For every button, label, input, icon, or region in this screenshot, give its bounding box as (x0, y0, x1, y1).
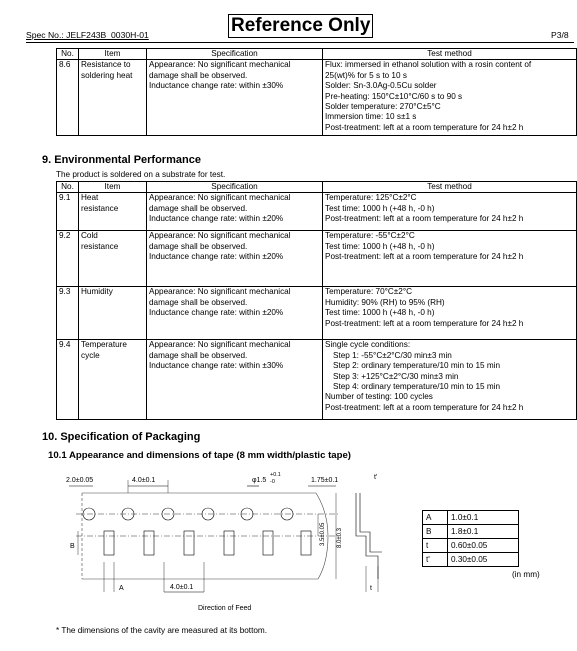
row-spec: Appearance: No significant mechanical damage shall be observed. Inductance change rate: within ±30% (147, 60, 323, 136)
label-hole-diameter: φ1.5 (252, 477, 267, 484)
label-hole-tol-minus: -0 (270, 479, 275, 485)
units-note: (in mm) (512, 570, 540, 579)
label-b: B (70, 543, 75, 550)
reference-only-stamp: Reference Only (228, 14, 373, 38)
label-a: A (119, 585, 124, 592)
dim-symbol: t' (423, 553, 448, 567)
label-t: t (370, 585, 372, 592)
row-no: 8.6 (57, 60, 79, 136)
row-no: 9.2 (57, 231, 79, 287)
row-test: Temperature: -55°C±2°C Test time: 1000 h (+48 h, -0 h) Post-treatment: left at a room temperature for 24 h±2 h (323, 231, 577, 287)
table-row (423, 511, 519, 525)
table-row (57, 231, 577, 287)
row-spec: Appearance: No significant mechanical damage shall be observed. Inductance change rate: within ±20% (147, 231, 323, 287)
dim-symbol: t (423, 539, 448, 553)
test-table-9 (56, 181, 577, 420)
table-row (423, 525, 519, 539)
dim-value: 0.60±0.05 (448, 539, 519, 553)
section-10-1-title: 10.1 Appearance and dimensions of tape (8 mm width/plastic tape) (48, 450, 351, 461)
row-spec: Appearance: No significant mechanical damage shall be observed. Inductance change rate: within ±30% (147, 340, 323, 420)
row-item: Humidity (79, 287, 147, 340)
spec-number: Spec No.: JELF243B_0030H-01 (26, 30, 149, 40)
label-hole-tol-plus: +0.1 (270, 472, 281, 478)
label-direction: Direction of Feed (198, 605, 252, 612)
section-9-note: The product is soldered on a substrate for test. (56, 170, 226, 179)
row-spec: Appearance: No significant mechanical damage shall be observed. Inductance change rate: within ±20% (147, 287, 323, 340)
row-item: Temperature cycle (79, 340, 147, 420)
footnote: * The dimensions of the cavity are measured at its bottom. (56, 626, 268, 635)
label-sprocket-pitch: 4.0±0.1 (132, 477, 156, 484)
row-spec: Appearance: No significant mechanical damage shall be observed. Inductance change rate: within ±20% (147, 193, 323, 231)
row-no: 9.4 (57, 340, 79, 420)
test-table-8 (56, 48, 577, 136)
table-row (57, 60, 577, 136)
col-no-header: No. (57, 182, 79, 193)
label-cavity-pitch: 4.0±0.1 (170, 584, 194, 591)
page-number: P3/8 (551, 30, 569, 40)
row-item: Heat resistance (79, 193, 147, 231)
cavities (104, 531, 311, 555)
table-row (57, 287, 577, 340)
col-item-header: Item (79, 49, 147, 60)
label-t-prime: t' (374, 474, 378, 481)
row-test: Single cycle conditions: Step 1: -55°C±2°C/30 min±3 min Step 2: ordinary temperature/10 min to 15 min Step 3: +125°C±2°C/30 min±3 min Step 4: ordinary temperature/10 min to 15 min Number of testing: 100 cycles Post-treatment: left at a room temperature for 24 h±2 h (323, 340, 577, 420)
section-9-title: 9. Environmental Performance (42, 154, 201, 166)
col-test-header: Test method (323, 49, 577, 60)
col-no-header: No. (57, 49, 79, 60)
section-10-title: 10. Specification of Packaging (42, 431, 201, 443)
row-test: Flux: immersed in ethanol solution with a rosin content of 25(wt)% for 5 s to 10 s Solder: Sn-3.0Ag-0.5Cu solder Pre-heating: 150°C±10°C/60 s to 90 s Solder temperature: 270°C±5°C Immersion time: 10 s±1 s Post-treatment: left at a room temperature for 24 h±2 h (323, 60, 577, 136)
col-item-header: Item (79, 182, 147, 193)
header-rule (26, 42, 574, 43)
dimensions-table (422, 510, 519, 567)
dim-value: 1.0±0.1 (448, 511, 519, 525)
row-test: Temperature: 125°C±2°C Test time: 1000 h (+48 h, -0 h) Post-treatment: left at a room temperature for 24 h±2 h (323, 193, 577, 231)
col-spec-header: Specification (147, 182, 323, 193)
row-no: 9.3 (57, 287, 79, 340)
row-item: Cold resistance (79, 231, 147, 287)
dim-value: 1.8±0.1 (448, 525, 519, 539)
col-spec-header: Specification (147, 49, 323, 60)
label-edge-distance: 1.75±0.1 (311, 477, 339, 484)
col-test-header: Test method (323, 182, 577, 193)
table-header-row (57, 49, 577, 60)
label-dim-35: 3.5±0.05 (320, 522, 326, 546)
row-no: 9.1 (57, 193, 79, 231)
row-test: Temperature: 70°C±2°C Humidity: 90% (RH) to 95% (RH) Test time: 1000 h (+48 h, -0 h) Post-treatment: left at a room temperature for 24 h±2 h (323, 287, 577, 340)
label-hole-pitch: 2.0±0.05 (66, 477, 94, 484)
table-row (423, 539, 519, 553)
row-item: Resistance to soldering heat (79, 60, 147, 136)
dim-symbol: B (423, 525, 448, 539)
table-row (57, 193, 577, 231)
table-header-row (57, 182, 577, 193)
dim-value: 0.30±0.05 (448, 553, 519, 567)
table-row (423, 553, 519, 567)
dim-symbol: A (423, 511, 448, 525)
label-dim-80: 8.0±0.3 (337, 528, 343, 548)
table-row (57, 340, 577, 420)
tape-dimension-drawing (56, 466, 396, 618)
